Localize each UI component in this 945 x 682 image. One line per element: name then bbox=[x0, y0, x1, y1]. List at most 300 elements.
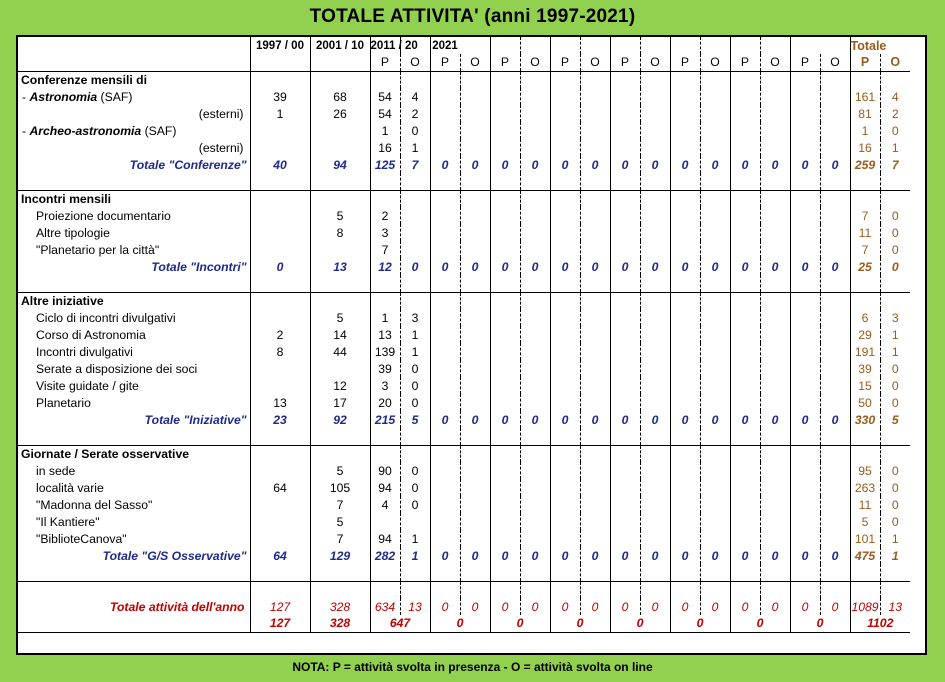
table-cell: 0 bbox=[670, 547, 700, 564]
table-cell bbox=[760, 377, 790, 394]
table-cell bbox=[550, 496, 580, 513]
table-cell: 1 bbox=[891, 327, 899, 342]
table-cell bbox=[400, 71, 430, 88]
table-cell bbox=[730, 207, 760, 224]
header-p: P bbox=[430, 54, 460, 71]
table-cell: 2 bbox=[400, 105, 430, 122]
table-cell bbox=[610, 428, 640, 445]
table-cell: 0 bbox=[891, 463, 899, 478]
table-cell bbox=[730, 122, 760, 139]
table-cell bbox=[580, 275, 610, 292]
table-cell: 13 bbox=[888, 599, 903, 614]
row-incontri-r2-label: Altre tipologie bbox=[18, 224, 250, 241]
table-cell bbox=[760, 326, 790, 343]
table-cell: 17 bbox=[310, 394, 370, 411]
table-cell bbox=[820, 360, 850, 377]
table-cell: 0 bbox=[580, 598, 610, 615]
header-o: O bbox=[760, 54, 790, 71]
table-cell bbox=[580, 462, 610, 479]
table-cell: 0 bbox=[730, 258, 760, 275]
table-cell: 54 bbox=[370, 88, 400, 105]
table-cell bbox=[820, 377, 850, 394]
table-cell bbox=[700, 530, 730, 547]
table-cell bbox=[730, 530, 760, 547]
table-cell bbox=[460, 292, 490, 309]
table-cell bbox=[790, 37, 820, 54]
header-p: P bbox=[670, 54, 700, 71]
table-cell bbox=[520, 564, 550, 581]
table-cell: 12 bbox=[370, 258, 400, 275]
table-cell bbox=[550, 343, 580, 360]
table-cell bbox=[520, 241, 550, 258]
table-cell: 5 bbox=[310, 207, 370, 224]
row-archeo-esterni-label: (esterni) bbox=[18, 139, 250, 156]
table-cell bbox=[610, 326, 640, 343]
table-cell bbox=[670, 479, 700, 496]
table-cell bbox=[400, 513, 430, 530]
table-cell: 4 bbox=[400, 88, 430, 105]
row-iniziative-r6 bbox=[18, 394, 927, 411]
table-cell bbox=[550, 207, 580, 224]
table-cell bbox=[580, 581, 610, 598]
table-cell bbox=[460, 207, 490, 224]
table-cell bbox=[520, 139, 550, 156]
table-cell bbox=[820, 564, 850, 581]
table-cell: 0 bbox=[580, 156, 610, 173]
table-cell bbox=[550, 309, 580, 326]
table-cell: 7 bbox=[310, 530, 370, 547]
table-cell: 0 bbox=[460, 598, 490, 615]
header-period-2001: 2001 / 10 bbox=[310, 37, 370, 54]
table-cell: 1 bbox=[370, 309, 400, 326]
table-cell: 1 bbox=[850, 122, 880, 139]
table-cell bbox=[790, 513, 820, 530]
table-cell: 0 bbox=[640, 547, 670, 564]
table-cell bbox=[460, 581, 490, 598]
table-cell bbox=[700, 394, 730, 411]
table-cell: 1 bbox=[400, 139, 430, 156]
table-cell bbox=[400, 207, 430, 224]
table-cell bbox=[250, 241, 310, 258]
table-cell bbox=[550, 326, 580, 343]
table-cell: 25 bbox=[850, 258, 880, 275]
table-cell bbox=[550, 88, 580, 105]
table-cell: 0 bbox=[790, 156, 820, 173]
table-cell bbox=[760, 88, 790, 105]
table-cell bbox=[640, 309, 670, 326]
table-cell bbox=[670, 462, 700, 479]
table-cell: 1 bbox=[370, 122, 400, 139]
table-cell: 44 bbox=[310, 343, 370, 360]
table-cell bbox=[850, 581, 880, 598]
table-cell: 0 bbox=[490, 547, 520, 564]
row-osservative-r4-label: "Il Kantiere" bbox=[18, 513, 250, 530]
table-cell bbox=[730, 445, 760, 462]
table-cell bbox=[790, 581, 820, 598]
table-cell bbox=[310, 122, 370, 139]
sum-period: 0 bbox=[790, 615, 850, 632]
table-cell bbox=[430, 377, 460, 394]
table-cell: 7 bbox=[891, 157, 899, 172]
table-cell bbox=[760, 513, 790, 530]
table-cell bbox=[550, 377, 580, 394]
table-cell bbox=[790, 71, 820, 88]
table-cell bbox=[730, 71, 760, 88]
header-row-years bbox=[18, 37, 927, 54]
table-cell bbox=[310, 139, 370, 156]
table-cell bbox=[460, 139, 490, 156]
table-cell: 0 bbox=[891, 480, 899, 495]
table-cell bbox=[460, 530, 490, 547]
table-cell bbox=[850, 173, 880, 190]
table-cell: 12 bbox=[310, 377, 370, 394]
table-cell: 3 bbox=[370, 224, 400, 241]
table-cell bbox=[430, 445, 460, 462]
table-cell bbox=[370, 71, 400, 88]
table-cell bbox=[580, 207, 610, 224]
table-cell bbox=[520, 105, 550, 122]
table-cell: 0 bbox=[430, 156, 460, 173]
table-cell bbox=[490, 394, 520, 411]
table-cell bbox=[880, 173, 910, 190]
table-cell bbox=[640, 105, 670, 122]
table-cell bbox=[370, 513, 400, 530]
grand-sum-row bbox=[18, 615, 927, 632]
table-cell bbox=[670, 513, 700, 530]
table-cell bbox=[370, 564, 400, 581]
saf-tag: (SAF) bbox=[97, 89, 133, 104]
table-cell bbox=[610, 360, 640, 377]
table-cell: 263 bbox=[850, 479, 880, 496]
grand-total-row bbox=[18, 598, 927, 615]
page-title: TOTALE ATTIVITA' (anni 1997-2021) bbox=[309, 6, 636, 27]
table-cell bbox=[460, 275, 490, 292]
table-cell bbox=[610, 241, 640, 258]
table-cell bbox=[460, 496, 490, 513]
table-cell: 94 bbox=[310, 156, 370, 173]
row-osservative-r1 bbox=[18, 462, 927, 479]
table-cell bbox=[790, 309, 820, 326]
table-cell bbox=[490, 105, 520, 122]
table-cell bbox=[370, 581, 400, 598]
row-incontri-r1-label: Proiezione documentario bbox=[18, 207, 250, 224]
table-cell bbox=[610, 309, 640, 326]
table-cell bbox=[430, 343, 460, 360]
table-cell: 0 bbox=[700, 411, 730, 428]
table-cell: 0 bbox=[730, 547, 760, 564]
table-cell: 1 bbox=[891, 531, 899, 546]
header-p: P bbox=[790, 54, 820, 71]
table-cell bbox=[670, 428, 700, 445]
table-cell bbox=[820, 190, 850, 207]
footnote: NOTA: P = attività svolta in presenza - O = attività svolta on line bbox=[292, 660, 653, 674]
table-cell bbox=[730, 360, 760, 377]
table-cell bbox=[550, 105, 580, 122]
total-incontri bbox=[18, 258, 927, 275]
table-cell: 0 bbox=[610, 258, 640, 275]
total-conferenze bbox=[18, 156, 927, 173]
table-cell: 3 bbox=[370, 377, 400, 394]
table-cell: 0 bbox=[400, 258, 430, 275]
table-cell bbox=[850, 428, 880, 445]
table-cell bbox=[700, 564, 730, 581]
spacer-row bbox=[18, 564, 927, 581]
table-cell: 39 bbox=[850, 360, 880, 377]
table-cell bbox=[640, 207, 670, 224]
table-cell: 7 bbox=[400, 156, 430, 173]
header-p: P bbox=[490, 54, 520, 71]
table-cell: 0 bbox=[820, 547, 850, 564]
table-cell bbox=[400, 564, 430, 581]
spacer-row bbox=[18, 428, 927, 445]
row-iniziative-r4-label: Serate a disposizione dei soci bbox=[18, 360, 250, 377]
table-cell bbox=[670, 445, 700, 462]
table-cell: 328 bbox=[310, 598, 370, 615]
table-cell bbox=[700, 37, 730, 54]
table-cell bbox=[520, 581, 550, 598]
table-cell bbox=[520, 275, 550, 292]
table-cell bbox=[760, 462, 790, 479]
table-cell bbox=[580, 530, 610, 547]
row-osservative-r2-label: località varie bbox=[18, 479, 250, 496]
section-incontri bbox=[18, 190, 927, 207]
table-cell bbox=[580, 105, 610, 122]
table-cell bbox=[790, 275, 820, 292]
table-cell: 0 bbox=[790, 411, 820, 428]
table-cell bbox=[250, 292, 310, 309]
table-cell: 16 bbox=[370, 139, 400, 156]
table-cell: 0 bbox=[640, 156, 670, 173]
table-cell bbox=[760, 428, 790, 445]
table-cell bbox=[490, 530, 520, 547]
table-cell bbox=[640, 394, 670, 411]
table-cell bbox=[460, 37, 490, 54]
table-cell: 0 bbox=[400, 122, 430, 139]
table-cell bbox=[250, 360, 310, 377]
table-cell bbox=[760, 173, 790, 190]
table-cell: 0 bbox=[760, 598, 790, 615]
table-cell: 5 bbox=[891, 412, 899, 427]
sum-2001: 328 bbox=[310, 615, 370, 632]
row-incontri-r1 bbox=[18, 207, 927, 224]
table-cell: 139 bbox=[370, 343, 400, 360]
table-cell: 8 bbox=[310, 224, 370, 241]
row-iniziative-r1 bbox=[18, 309, 927, 326]
table-cell bbox=[520, 377, 550, 394]
table-cell: 0 bbox=[670, 598, 700, 615]
sum-period: 0 bbox=[550, 615, 610, 632]
table-cell bbox=[490, 513, 520, 530]
table-cell bbox=[490, 37, 520, 54]
table-cell: 13 bbox=[370, 326, 400, 343]
table-cell bbox=[550, 122, 580, 139]
row-iniziative-r5 bbox=[18, 377, 927, 394]
table-cell: 90 bbox=[370, 462, 400, 479]
table-cell: 0 bbox=[490, 411, 520, 428]
table-cell: 7 bbox=[850, 241, 880, 258]
table-cell bbox=[250, 513, 310, 530]
table-cell bbox=[520, 71, 550, 88]
header-p: P bbox=[850, 54, 880, 71]
table-cell bbox=[790, 139, 820, 156]
table-cell: 1089 bbox=[851, 599, 879, 614]
table-cell bbox=[490, 241, 520, 258]
table-cell bbox=[490, 88, 520, 105]
table-cell bbox=[850, 190, 880, 207]
table-cell bbox=[790, 530, 820, 547]
table-cell bbox=[370, 275, 400, 292]
table-cell bbox=[580, 292, 610, 309]
table-cell bbox=[640, 122, 670, 139]
table-cell bbox=[760, 564, 790, 581]
table-cell bbox=[580, 326, 610, 343]
table-cell bbox=[550, 173, 580, 190]
row-astronomia-esterni bbox=[18, 105, 927, 122]
table-cell: 0 bbox=[550, 156, 580, 173]
row-label bbox=[18, 275, 250, 292]
table-cell bbox=[640, 581, 670, 598]
table-cell bbox=[700, 326, 730, 343]
table-cell: 0 bbox=[400, 394, 430, 411]
table-cell: 15 bbox=[850, 377, 880, 394]
table-cell bbox=[640, 275, 670, 292]
row-osservative-r5-label: "BiblioteCanova" bbox=[18, 530, 250, 547]
table-cell bbox=[250, 564, 310, 581]
table-cell: 14 bbox=[310, 326, 370, 343]
table-cell bbox=[550, 445, 580, 462]
table-cell: 0 bbox=[891, 208, 899, 223]
table-cell: 0 bbox=[891, 225, 899, 240]
table-cell bbox=[460, 360, 490, 377]
row-incontri-r3-label: "Planetario per la città" bbox=[18, 241, 250, 258]
table-cell bbox=[370, 292, 400, 309]
row-label bbox=[18, 428, 250, 445]
table-cell bbox=[490, 564, 520, 581]
table-cell bbox=[310, 564, 370, 581]
table-cell bbox=[610, 445, 640, 462]
table-cell bbox=[730, 581, 760, 598]
table-cell: 0 bbox=[520, 547, 550, 564]
table-cell: 0 bbox=[700, 258, 730, 275]
table-cell: 0 bbox=[891, 378, 899, 393]
table-cell bbox=[610, 224, 640, 241]
table-cell: 6 bbox=[850, 309, 880, 326]
table-cell bbox=[790, 122, 820, 139]
table-cell bbox=[460, 326, 490, 343]
table-cell bbox=[790, 173, 820, 190]
table-cell bbox=[550, 190, 580, 207]
table-cell bbox=[460, 71, 490, 88]
table-cell bbox=[490, 360, 520, 377]
table-cell bbox=[820, 37, 850, 54]
table-cell bbox=[790, 207, 820, 224]
table-cell bbox=[520, 309, 550, 326]
table-cell bbox=[820, 207, 850, 224]
table-cell bbox=[700, 241, 730, 258]
table-cell: 8 bbox=[250, 343, 310, 360]
table-cell bbox=[760, 139, 790, 156]
table-cell: 259 bbox=[850, 156, 880, 173]
table-cell bbox=[430, 173, 460, 190]
sum-period: 0 bbox=[490, 615, 550, 632]
row-label bbox=[18, 173, 250, 190]
table-cell: 20 bbox=[370, 394, 400, 411]
header-o: O bbox=[640, 54, 670, 71]
table-cell bbox=[580, 71, 610, 88]
table-cell: 0 bbox=[400, 496, 430, 513]
table-cell bbox=[550, 428, 580, 445]
row-astronomia-label bbox=[18, 88, 250, 105]
table-cell: 81 bbox=[850, 105, 880, 122]
table-cell bbox=[490, 309, 520, 326]
table-cell: 0 bbox=[790, 258, 820, 275]
table-cell bbox=[580, 428, 610, 445]
table-cell bbox=[550, 275, 580, 292]
table-cell bbox=[760, 122, 790, 139]
table-cell bbox=[730, 224, 760, 241]
row-archeo-esterni bbox=[18, 139, 927, 156]
table-cell bbox=[670, 139, 700, 156]
table-cell bbox=[790, 224, 820, 241]
section-heading: Giornate / Serate osservative bbox=[18, 445, 250, 462]
table-cell bbox=[490, 207, 520, 224]
table-cell bbox=[640, 326, 670, 343]
table-cell bbox=[250, 173, 310, 190]
table-cell bbox=[670, 292, 700, 309]
table-cell bbox=[610, 343, 640, 360]
table-cell bbox=[430, 122, 460, 139]
table-cell: 7 bbox=[850, 207, 880, 224]
table-cell: 2 bbox=[370, 207, 400, 224]
table-cell bbox=[400, 292, 430, 309]
table-cell bbox=[850, 445, 880, 462]
table-cell: 0 bbox=[610, 411, 640, 428]
table-cell bbox=[460, 445, 490, 462]
row-osservative-r2 bbox=[18, 479, 927, 496]
table-cell bbox=[880, 581, 910, 598]
table-cell bbox=[640, 513, 670, 530]
table-cell bbox=[670, 343, 700, 360]
header-o: O bbox=[880, 54, 910, 71]
table-cell bbox=[790, 88, 820, 105]
table-cell bbox=[820, 530, 850, 547]
table-cell bbox=[640, 496, 670, 513]
table-cell: 0 bbox=[580, 258, 610, 275]
table-cell bbox=[700, 496, 730, 513]
table-cell bbox=[460, 394, 490, 411]
total-osservative bbox=[18, 547, 927, 564]
table-cell bbox=[640, 139, 670, 156]
table-cell: 0 bbox=[760, 258, 790, 275]
table-cell: 0 bbox=[580, 411, 610, 428]
table-cell bbox=[310, 275, 370, 292]
table-cell bbox=[640, 530, 670, 547]
table-cell bbox=[460, 377, 490, 394]
table-cell bbox=[670, 581, 700, 598]
table-cell bbox=[250, 54, 310, 71]
sum-period: 0 bbox=[610, 615, 670, 632]
table-cell: 129 bbox=[310, 547, 370, 564]
table-cell bbox=[670, 173, 700, 190]
table-cell bbox=[700, 462, 730, 479]
table-cell bbox=[610, 581, 640, 598]
table-cell: 29 bbox=[850, 326, 880, 343]
table-cell bbox=[700, 479, 730, 496]
table-cell bbox=[790, 462, 820, 479]
spacer-row bbox=[18, 581, 927, 598]
table-cell bbox=[880, 190, 910, 207]
table-cell bbox=[460, 428, 490, 445]
